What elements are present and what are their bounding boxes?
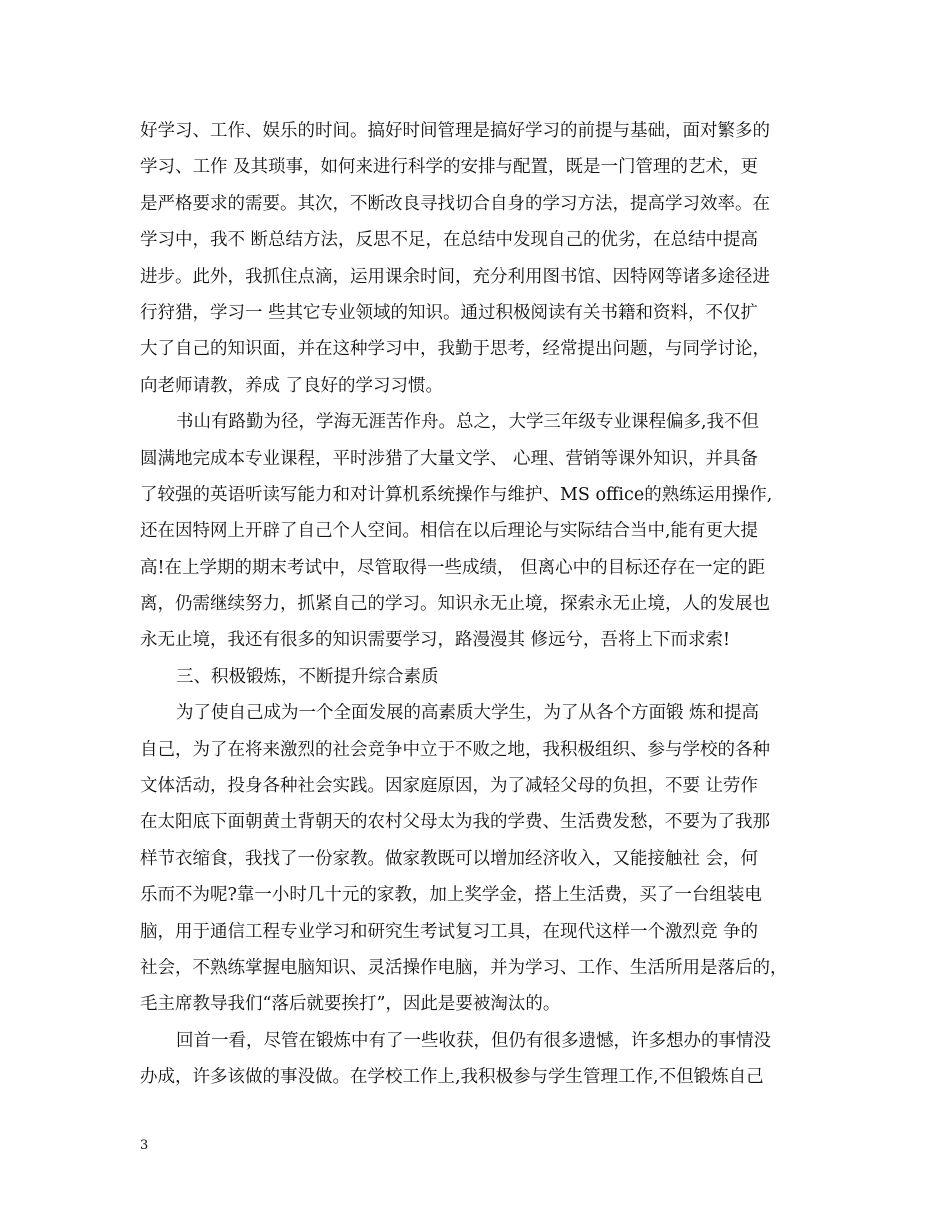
text-line-5: 进步。此外，我抓住点滴，运用课余时间，充分利用图书馆、因特网等诸多途径进 xyxy=(140,266,770,287)
page-number: 3 xyxy=(140,1138,149,1153)
text-line-27: 办成，许多该做的事没做。在学校工作上,我积极参与学生管理工作,不但锻炼自己 xyxy=(140,1067,764,1088)
text-line-22: 乐而不为呢?靠一小时几十元的家教，加上奖学金，搭上生活费，买了一台组装电 xyxy=(140,885,762,906)
text-line-14: 离，仍需继续努力，抓紧自己的学习。知识永无止境，探索永无止境，人的发展也 xyxy=(140,594,770,615)
text-line-9: 书山有路勤为径，学海无涯苦作舟。总之，大学三年级专业课程偏多,我不但 xyxy=(176,412,760,433)
text-line-21: 样节衣缩食，我找了一份家教。做家教既可以增加经济收入，又能接触社 会，何 xyxy=(140,848,759,869)
text-line-24: 社会，不熟练掌握电脑知识、灵活操作电脑，并为学习、工作、生活所用是落后的， xyxy=(140,957,788,978)
text-line-17: 为了使自己成为一个全面发展的高素质大学生，为了从各个方面锻 炼和提高 xyxy=(176,703,760,724)
text-line-23: 脑，用于通信工程专业学习和研究生考试复习工具，在现代这样一个激烈竞 争的 xyxy=(140,921,759,942)
text-line-7: 大了自己的知识面，并在这种学习中，我勤于思考，经常提出问题，与同学讨论， xyxy=(140,339,770,360)
text-line-11: 了较强的英语听读写能力和对计算机系统操作与维护、MS office的熟练运用操作, xyxy=(140,484,773,505)
text-line-4: 学习中，我不 断总结方法，反思不足，在总结中发现自己的优劣，在总结中提高 xyxy=(140,230,759,251)
section-heading: 三、积极锻炼，不断提升综合素质 xyxy=(176,666,439,687)
text-line-8: 向老师请教，养成 了良好的学习习惯。 xyxy=(140,375,444,396)
text-line-25: 毛主席教导我们“落后就要挨打”，因此是要被淘汰的。 xyxy=(140,994,561,1015)
text-line-3: 是严格要求的需要。其次，不断改良寻找切合自身的学习方法，提高学习效率。在 xyxy=(140,193,770,214)
text-line-1: 好学习、工作、娱乐的时间。搞好时间管理是搞好学习的前提与基础，面对繁多的 xyxy=(140,121,770,141)
text-line-19: 文体活动，投身各种社会实践。因家庭原因，为了减轻父母的负担，不要 让劳作 xyxy=(140,776,759,797)
text-line-26: 回首一看，尽管在锻炼中有了一些收获，但仍有很多遗憾，许多想办的事情没 xyxy=(176,1030,771,1051)
text-line-6: 行狩猎，学习一 些其它专业领域的知识。通过积极阅读有关书籍和资料，不仅扩 xyxy=(140,302,759,323)
text-line-20: 在太阳底下面朝黄土背朝天的农村父母太为我的学费、生活费发愁，不要为了我那 xyxy=(140,812,770,833)
text-line-18: 自己，为了在将来激烈的社会竞争中立于不败之地，我积极组织、参与学校的各种 xyxy=(140,739,770,760)
text-line-10: 圆满地完成本专业课程，平时涉猎了大量文学、 心理、营销等课外知识，并具备 xyxy=(140,448,759,469)
text-line-13: 高!在上学期的期末考试中，尽管取得一些成绩， 但离心中的目标还存在一定的距 xyxy=(140,557,766,578)
text-line-12: 还在因特网上开辟了自己个人空间。相信在以后理论与实际结合当中,能有更大提 xyxy=(140,521,759,542)
text-line-15: 永无止境，我还有很多的知识需要学习，路漫漫其 修远兮，吾将上下而求索! xyxy=(140,630,731,651)
body-text xyxy=(140,113,820,1096)
text-line-2: 学习、工作 及其琐事，如何来进行科学的安排与配置，既是一门管理的艺术，更 xyxy=(140,157,759,178)
